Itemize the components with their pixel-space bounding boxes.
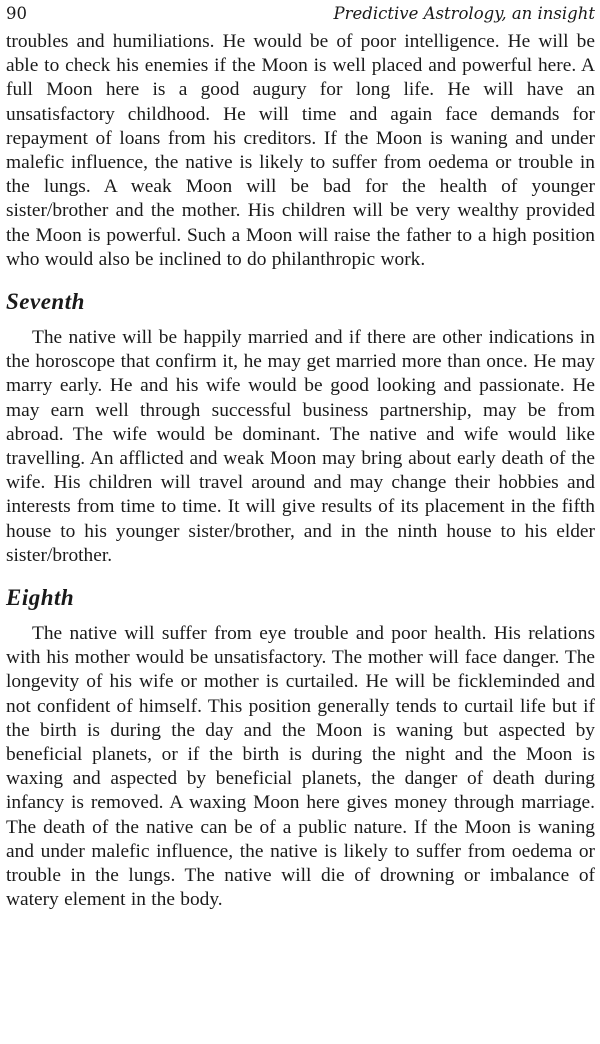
eighth-paragraph: The native will suffer from eye trouble and poor health. His relations with his mother would be unsatisfactory. The mother will face danger. The longevity of his wife or mother is curtailed. He will be fickleminded and not confident of himself. This position generally tends to curtail life but if the birth is during the day and the Moon is waning but aspected by beneficial planets, or if the birth is during the night and the Moon is waxing and aspected by beneficial planets, the danger of death during infancy is removed. A waxing Moon here gives money through marriage. The death of the native can be of a public nature. If the Moon is waning and under malefic influence, the native is likely to suffer from oedema or trouble in the lungs. The native will die of drowning or imbalance of watery element in the body.: [6, 623, 595, 911]
running-header: [6, 4, 595, 30]
book-title: Predictive Astrology, an insight: [333, 4, 595, 23]
continuation-paragraph: troubles and humiliations. He would be of poor intelligence. He will be able to check his enemies if the Moon is well placed and powerful here. A full Moon here is a good augury for long life. He will have an unsatisfactory childhood. He will time and again face demands for repayment of loans from his creditors. If the Moon is waning and under malefic influence, the native is likely to suffer from oedema or trouble in the lungs. A weak Moon will be bad for the health of younger sister/brother and the mother. His children will be very wealthy provided the Moon is powerful. Such a Moon will raise the father to a high position who would also be inclined to do philanthropic work.: [6, 31, 595, 270]
section-heading-seventh: Seventh: [6, 289, 85, 315]
section-heading-eighth: Eighth: [6, 585, 75, 611]
seventh-paragraph: The native will be happily married and if there are other indications in the horoscope that confirm it, he may get married more than once. He may marry early. He and his wife would be good looking and passionate. He may earn well through successful business partnership, may be from abroad. The wife would be dominant. The native and wife would like travelling. An afflicted and weak Moon may bring about early death of the wife. His children will travel around and may change their hobbies and interests from time to time. It will give results of its placement in the fifth house to his younger sister/brother, and in the ninth house to his elder sister/brother.: [6, 327, 595, 566]
page-number: 90: [6, 4, 27, 23]
